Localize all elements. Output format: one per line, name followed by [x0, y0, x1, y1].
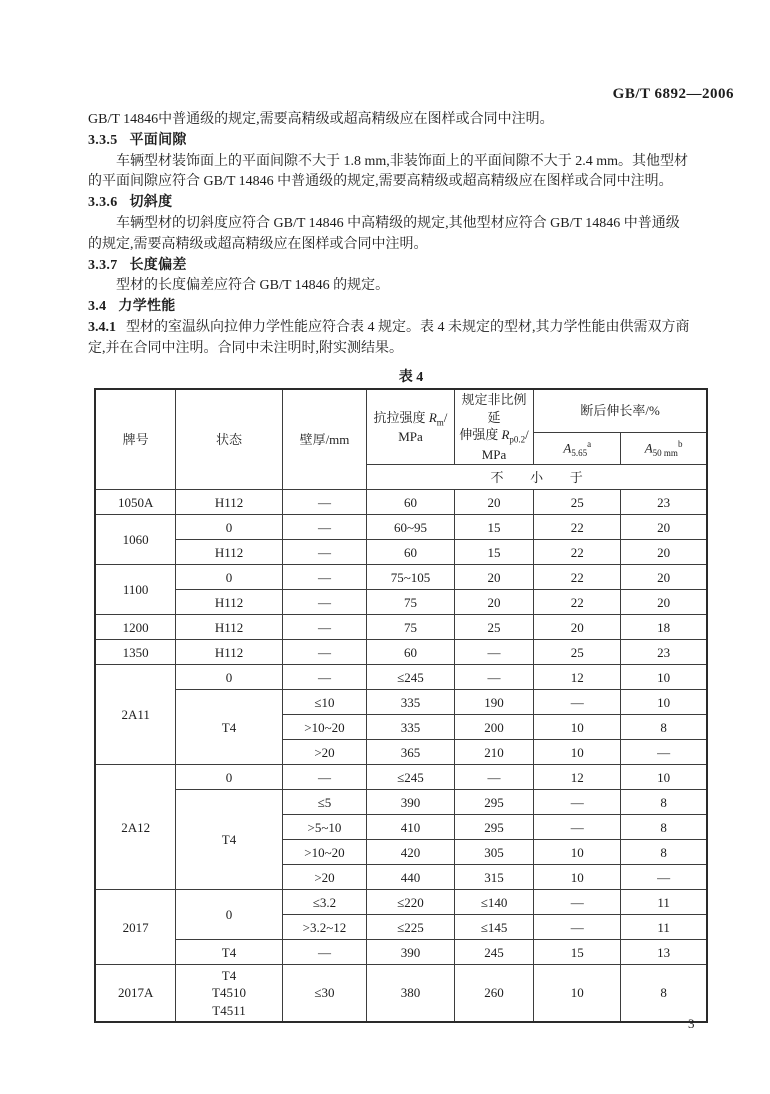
section-title: 平面间隙	[129, 132, 187, 148]
paragraph-line: GB/T 14846中普通级的规定,需要高精级或超高精级应在图样或合同中注明。	[88, 112, 554, 127]
table-cell: >5~10	[282, 815, 366, 840]
table-cell: 410	[367, 815, 455, 840]
table-cell: —	[282, 615, 366, 640]
symbol-A: A	[644, 440, 653, 456]
table-cell: >20	[282, 740, 366, 765]
table-row	[95, 965, 707, 1022]
table-cell: 2017	[95, 890, 176, 965]
table-cell: —	[282, 940, 366, 965]
table-cell: H112	[176, 640, 282, 665]
table-cell: T4	[176, 940, 282, 965]
paragraph-line: 车辆型材装饰面上的平面间隙不大于 1.8 mm,非装饰面上的平面间隙不大于 2.4 mm。其他型材	[116, 153, 689, 169]
page-number: 3	[688, 1016, 695, 1031]
table-row	[95, 590, 707, 615]
table-cell: —	[454, 765, 534, 790]
table-cell: >10~20	[282, 840, 366, 865]
table-row	[95, 890, 707, 915]
paragraph-line: 型材的长度偏差应符合 GB/T 14846 的规定。	[116, 278, 390, 294]
table-cell: —	[534, 790, 621, 815]
table-cell: 15	[454, 540, 534, 565]
table-cell: 380	[367, 965, 455, 1022]
table-cell: 1200	[95, 615, 176, 640]
section-heading-3-3-5	[88, 131, 736, 152]
table-cell: 2017A	[95, 965, 176, 1022]
table-header	[95, 389, 707, 490]
section-title: 切斜度	[129, 195, 173, 211]
subscript: m	[436, 417, 444, 428]
table-cell: 23	[621, 490, 707, 515]
table-cell: 295	[454, 790, 534, 815]
table-cell: 0	[176, 565, 282, 590]
table-cell: ≤5	[282, 790, 366, 815]
header-temper: 状态	[176, 389, 282, 490]
body-text	[88, 110, 736, 360]
table-cell: 18	[621, 615, 707, 640]
section-number: 3.3.6	[88, 195, 118, 211]
table-cell: >20	[282, 865, 366, 890]
subscript: 5.65	[571, 447, 588, 458]
header-tensile-strength	[367, 389, 455, 465]
table-cell: —	[534, 915, 621, 940]
table-cell: ≤140	[454, 890, 534, 915]
table-cell: H112	[176, 615, 282, 640]
table-cell: 10	[621, 665, 707, 690]
table-cell: >10~20	[282, 715, 366, 740]
unit-MPa: MPa	[481, 446, 507, 462]
table-cell: ≤3.2	[282, 890, 366, 915]
table-cell: 13	[621, 940, 707, 965]
table-cell: 190	[454, 690, 534, 715]
table-cell: ≤10	[282, 690, 366, 715]
table-cell: 25	[534, 490, 621, 515]
table-row	[95, 765, 707, 790]
table-cell: 2A11	[95, 665, 176, 765]
table-cell: 10	[621, 690, 707, 715]
table-cell: ≤245	[367, 665, 455, 690]
table-cell: ≤30	[282, 965, 366, 1022]
table-cell: H112	[176, 540, 282, 565]
table-cell: 20	[534, 615, 621, 640]
table-cell: 440	[367, 865, 455, 890]
table-cell: >3.2~12	[282, 915, 366, 940]
table-cell: 1060	[95, 515, 176, 565]
table-cell: —	[534, 690, 621, 715]
symbol-R: R	[428, 409, 437, 425]
table-cell: —	[621, 865, 707, 890]
table-cell: 8	[621, 715, 707, 740]
table-row	[95, 540, 707, 565]
table-row	[95, 690, 707, 715]
table-cell: 245	[454, 940, 534, 965]
table-cell: ≤225	[367, 915, 455, 940]
table-cell: 60~95	[367, 515, 455, 540]
table-cell: 15	[454, 515, 534, 540]
table-cell: 8	[621, 840, 707, 865]
paragraph-line: 车辆型材的切斜度应符合 GB/T 14846 中高精级的规定,其他型材应符合 GB/T 14846 中普通级	[116, 215, 680, 231]
table-cell: —	[282, 765, 366, 790]
symbol-A: A	[563, 440, 572, 456]
table-cell: 390	[367, 790, 455, 815]
header-grade: 牌号	[95, 389, 176, 490]
table-cell: —	[282, 515, 366, 540]
header-elongation-a50	[621, 432, 707, 465]
table-title: 表 4	[398, 370, 424, 385]
header-elongation-a565	[534, 432, 621, 465]
table-cell: 11	[621, 890, 707, 915]
table-cell: 305	[454, 840, 534, 865]
footnote-mark-a: a	[587, 439, 592, 450]
table-row	[95, 790, 707, 815]
table-cell: 420	[367, 840, 455, 865]
table-cell: 20	[621, 540, 707, 565]
table-cell: 20	[621, 515, 707, 540]
table-cell: 75~105	[367, 565, 455, 590]
table-cell: 10	[621, 765, 707, 790]
table-cell: 8	[621, 815, 707, 840]
table-cell: 1050A	[95, 490, 176, 515]
table-cell: 295	[454, 815, 534, 840]
table-cell: 365	[367, 740, 455, 765]
table-cell: T4	[176, 790, 282, 890]
table-cell: H112	[176, 490, 282, 515]
table-row	[95, 640, 707, 665]
table-cell: 60	[367, 640, 455, 665]
subscript: 50 mm	[652, 447, 678, 458]
section-heading-3-3-7	[88, 256, 736, 277]
table-cell: 1100	[95, 565, 176, 615]
table-cell: —	[282, 590, 366, 615]
table-cell: 12	[534, 665, 621, 690]
table-cell: 23	[621, 640, 707, 665]
header-elongation: 断后伸长率/%	[534, 389, 707, 432]
table-row	[95, 565, 707, 590]
table-cell: 15	[534, 940, 621, 965]
table-cell: 60	[367, 490, 455, 515]
table-cell: 11	[621, 915, 707, 940]
table-cell: —	[282, 540, 366, 565]
paragraph-line: 的规定,需要高精级或超高精级应在图样或合同中注明。	[88, 236, 428, 252]
table-cell: 0	[176, 890, 282, 940]
table-cell: 8	[621, 790, 707, 815]
header-text: /	[525, 427, 529, 443]
table-cell: 25	[454, 615, 534, 640]
header-proof-strength	[454, 389, 534, 465]
table-cell: 315	[454, 865, 534, 890]
table-cell: —	[282, 565, 366, 590]
table-cell: 20	[454, 565, 534, 590]
table-cell: —	[454, 665, 534, 690]
header-text: 规定非比例延	[461, 392, 527, 425]
table-cell: ≤145	[454, 915, 534, 940]
table-cell: 335	[367, 715, 455, 740]
table-cell: —	[282, 490, 366, 515]
table-cell: 390	[367, 940, 455, 965]
table-cell: —	[534, 890, 621, 915]
paragraph-line	[88, 318, 736, 339]
table-row	[95, 940, 707, 965]
table-cell: 22	[534, 565, 621, 590]
section-number: 3.3.5	[88, 132, 118, 148]
table-cell: 20	[621, 565, 707, 590]
table-cell: 0	[176, 765, 282, 790]
table-row	[95, 615, 707, 640]
table-body	[95, 490, 707, 1022]
section-title: 长度偏差	[129, 257, 187, 273]
paragraph-line: 的平面间隙应符合 GB/T 14846 中普通级的规定,需要高精级或超高精级应在图样或合同中注明。	[88, 174, 673, 190]
header-text: 伸强度	[459, 427, 502, 443]
header-text: /	[443, 409, 448, 425]
standard-number: GB/T 6892—2006	[612, 86, 734, 102]
paragraph-line: 定,并在合同中注明。合同中未注明时,附实测结果。	[88, 340, 403, 356]
table-cell: ≤220	[367, 890, 455, 915]
table-cell: 10	[534, 865, 621, 890]
table-cell: 335	[367, 690, 455, 715]
table-cell: 200	[454, 715, 534, 740]
section-heading-3-4	[88, 297, 736, 318]
table-cell: 0	[176, 665, 282, 690]
table-row	[95, 515, 707, 540]
table-cell: —	[534, 815, 621, 840]
section-number: 3.4	[88, 299, 107, 315]
table-cell: 20	[621, 590, 707, 615]
table-cell: 1350	[95, 640, 176, 665]
table-cell: ≤245	[367, 765, 455, 790]
footnote-mark-b: b	[677, 439, 683, 450]
section-title: 力学性能	[118, 299, 176, 315]
mechanical-properties-table	[94, 388, 708, 1023]
section-number: 3.3.7	[88, 257, 118, 273]
table-cell: 10	[534, 840, 621, 865]
table-cell: 12	[534, 765, 621, 790]
table-cell: —	[282, 640, 366, 665]
table-row	[95, 490, 707, 515]
not-less-than-label: 不 小 于	[367, 465, 707, 490]
clause-text: 型材的室温纵向拉伸力学性能应符合表 4 规定。表 4 未规定的型材,其力学性能由供需双方商	[126, 319, 690, 335]
header-thickness: 壁厚/mm	[282, 389, 366, 490]
table-cell: 260	[454, 965, 534, 1022]
table-cell: —	[621, 740, 707, 765]
unit-MPa: MPa	[398, 429, 423, 445]
table-cell: 60	[367, 540, 455, 565]
table-row	[95, 665, 707, 690]
table-cell: 25	[534, 640, 621, 665]
table-cell: 10	[534, 965, 621, 1022]
table-cell: 75	[367, 615, 455, 640]
table-cell: 210	[454, 740, 534, 765]
header-text: 抗拉强度	[373, 409, 429, 425]
table-cell: T4	[176, 690, 282, 765]
table-cell: —	[454, 640, 534, 665]
table-cell: 10	[534, 740, 621, 765]
section-heading-3-3-6	[88, 193, 736, 214]
symbol-R: R	[501, 427, 510, 443]
table-cell: —	[282, 665, 366, 690]
table-cell: 8	[621, 965, 707, 1022]
table-cell: 22	[534, 515, 621, 540]
table-cell: T4 T4510 T4511	[176, 965, 282, 1022]
table-cell: H112	[176, 590, 282, 615]
table-cell: 20	[454, 590, 534, 615]
table-cell: 2A12	[95, 765, 176, 890]
table-cell: 75	[367, 590, 455, 615]
header-row	[95, 389, 707, 432]
table-cell: 0	[176, 515, 282, 540]
table-cell: 22	[534, 540, 621, 565]
table-cell: 10	[534, 715, 621, 740]
table-cell: 20	[454, 490, 534, 515]
table-cell: 22	[534, 590, 621, 615]
subscript: p0.2	[509, 434, 526, 445]
clause-number: 3.4.1	[88, 319, 116, 335]
